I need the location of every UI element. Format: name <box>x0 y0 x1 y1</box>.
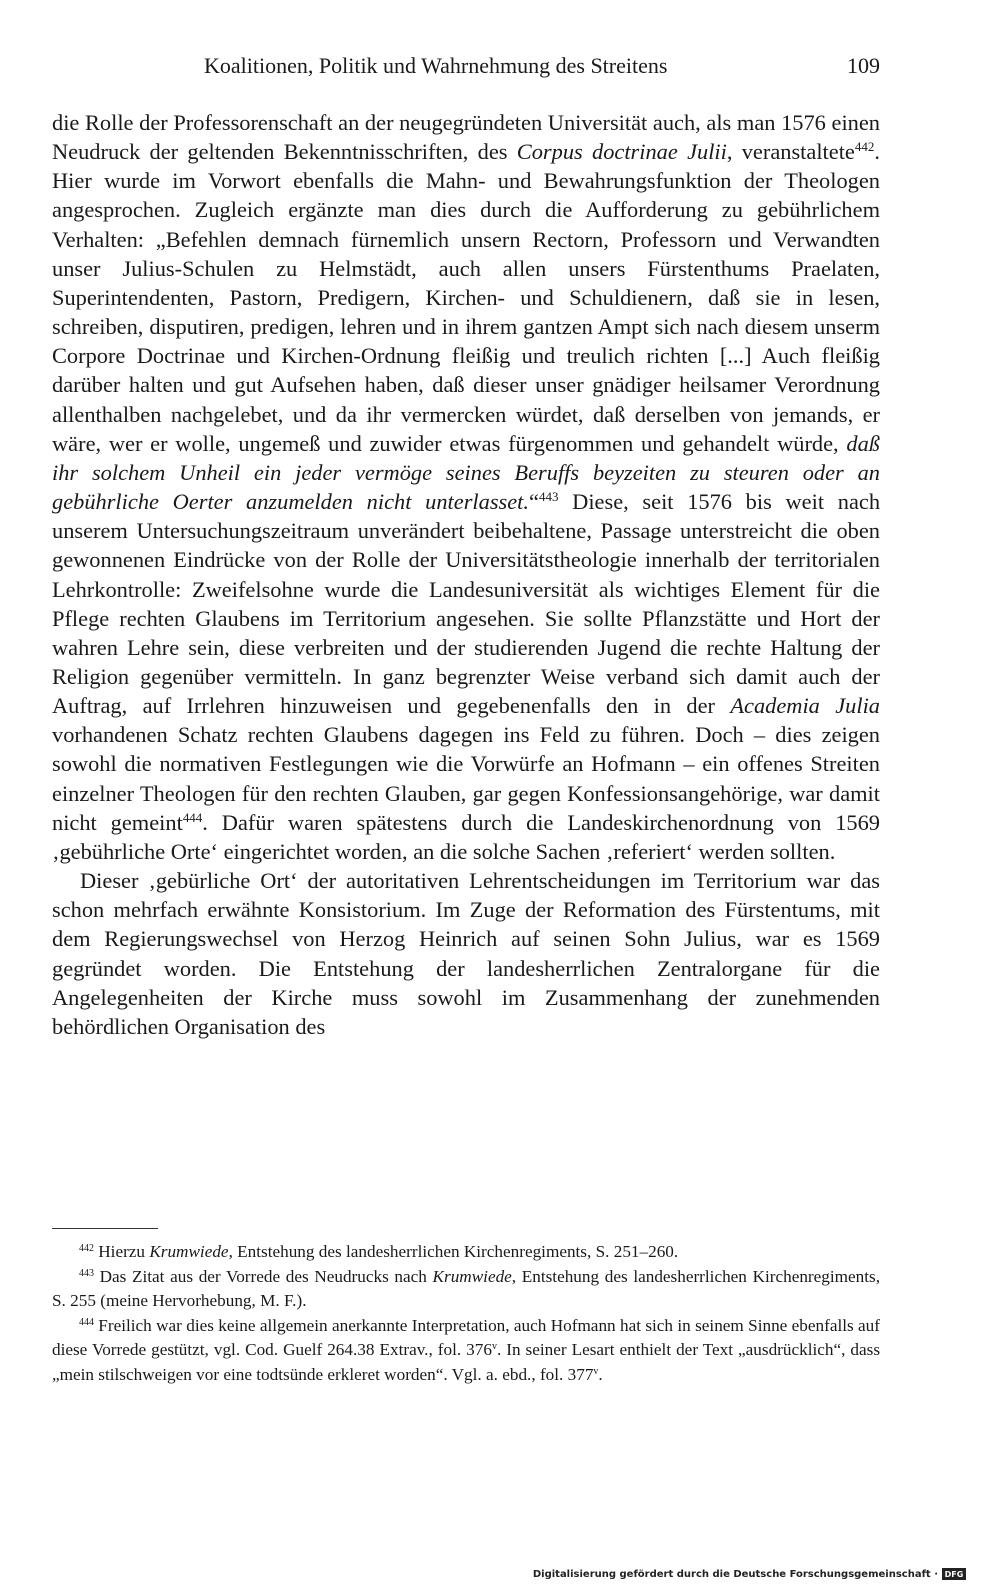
italic-academia-julia: Academia Julia <box>730 693 880 719</box>
footnote-443 <box>52 1265 880 1314</box>
footnote-ref-444[interactable]: 444 <box>182 809 203 825</box>
italic-author: Krumwiede <box>149 1242 229 1261</box>
italic-title-corpus: Corpus doctrinae Julii <box>516 139 727 165</box>
italic-emphasis-quote: daß ihr solchem Unheil ein jeder vermöge seines Beruffs beyzeiten zu steuren oder an gebührliche Oerter anzumelden nicht unterlasset. <box>52 430 880 515</box>
credit-text: Digitalisierung gefördert durch die Deutsche Forschungsgemeinschaft · <box>532 1568 938 1580</box>
text-run: vorhandenen Schatz rechten Glaubens dagegen ins Feld zu führen. Doch – dies zeigen sowohl die normativen Festlegungen wie die Vorwürfe an Hofmann – ein offenes Streiten einzelner Theologen für den rechten Glauben, gar gegen Konfessionsangehörige, war damit nicht gemeint <box>52 722 880 835</box>
text-run: . In seiner Lesart enthielt der Text „ausdrücklich“, dass „mein stilschweigen vor eine todtsünde erkleret worden“. Vgl. a. ebd., fol. 377 <box>52 1340 881 1384</box>
running-head <box>52 48 880 84</box>
text-run: Diese, seit 1576 bis weit nach unserem Untersuchungszeitraum unverändert beibehaltene, Passage unterstreicht die oben gewonnenen Eindrücke von der Rolle der Universitätstheologie innerhalb der territorialen Lehrkontrolle: Zweifelsohne wurde die Landesuniversität als wichtiges Element für die Pflege rechten Glaubens im Territorium angesehen. Sie sollte Pflanzstätte und Hort der wahren Lehre sein, diese verbreiten und der studierenden Jugend die rechte Haltung der Religion gegenüber vermitteln. In ganz begrenzter Weise verband sich damit auch der Auftrag, auf Irrlehren hinzuweisen und gegebenenfalls den in der <box>52 489 881 719</box>
text-run: Das Zitat aus der Vorrede des Neudrucks nach <box>93 1266 433 1286</box>
dfg-logo-text: DFG <box>944 1570 964 1580</box>
body-text <box>52 108 880 1041</box>
text-run: . <box>598 1364 603 1384</box>
page-number: 109 <box>847 53 880 78</box>
text-run: , Entstehung des landesherrlichen Kirchenregiments, S. 251–260. <box>228 1242 679 1261</box>
text-run: die Rolle der Professorenschaft an der neugegründeten Universität auch, als man 1576 einen Neudruck der geltenden Bekenntnisschriften, des <box>52 110 880 165</box>
running-title: Koalitionen, Politik und Wahrnehmung des Streitens <box>204 53 668 78</box>
text-run: Freilich war dies keine allgemein anerkannte Interpretation, auch Hofmann hat sich in seinem Sinne ebenfalls auf diese Vorrede gestützt, vgl. Cod. Guelf 264.38 Extrav., fol. 376 <box>52 1315 880 1360</box>
footnote-divider <box>52 1228 158 1229</box>
text-run: Hierzu <box>93 1242 150 1261</box>
footnote-number: 443 <box>79 1267 94 1279</box>
digitization-credit <box>533 1566 966 1582</box>
footnote-number: 444 <box>79 1316 94 1328</box>
footnote-444 <box>52 1314 880 1388</box>
footnotes <box>52 1240 880 1388</box>
text-run: . Hier wurde im Vorwort ebenfalls die Mahn- und Bewahrungsfunktion der Theologen angesprochen. Zugleich ergänzte man dies durch die Aufforderung zu gebührlichem Verhalten: „Befehlen demnach fürnemlich unsern Rectorn, Professorn und Verwandten unser Julius-Schulen zu Helmstädt, auch allen unsers Fürstenthums Praelaten, Superintendenten, Pastorn, Predigern, Kirchen- und Schuldienern, daß sie in lesen, schreiben, disputiren, predigen, lehren und in ihrem gantzen Ampt sich nach diesem unserm Corpore Doctrinae und Kirchen-Ordnung fleißig und treulich richten [...] Auch fleißig darüber halten und gut Aufsehen haben, daß dieser unser gnädiger heilsamer Verordnung allenthalben nachgelebet, und da ihr vermercken würdet, daß derselben von jemands, er wäre, wer er wolle, ungemeß und zuwider etwas fürgenommen und gehandelt würde, <box>52 139 880 456</box>
paragraph-2: Dieser ‚gebürliche Ort‘ der autoritativen Lehrentscheidungen im Territorium war das schon mehrfach erwähnte Konsistorium. Im Zuge der Reformation des Fürstentums, mit dem Regierungswechsel von Herzog Heinrich auf seinen Sohn Julius, war es 1569 gegründet worden. Die Entstehung der landesherrlichen Zentralorgane für die Angelegenheiten der Kirche muss sowohl im Zusammenhang der zunehmenden behördlichen Organisation des <box>52 868 880 1039</box>
italic-author: Krumwiede <box>432 1266 512 1286</box>
closing-quote: “ <box>529 489 539 515</box>
footnote-ref-442[interactable]: 442 <box>854 139 875 155</box>
folio-verso-mark: v <box>593 1365 599 1377</box>
text-run: . Dafür waren spätestens durch die Landeskirchenordnung von 1569 ‚gebührliche Orte‘ eingerichtet worden, an die solche Sachen ‚referiert‘ werden sollten. <box>52 809 880 864</box>
text-run: , veranstaltete <box>726 139 855 165</box>
dfg-logo-icon <box>942 1568 966 1580</box>
footnote-number: 442 <box>79 1242 94 1254</box>
paragraph-1 <box>52 108 880 866</box>
footnote-ref-443[interactable]: 443 <box>538 488 559 504</box>
folio-verso-mark: v <box>491 1341 497 1353</box>
text-run: , Entstehung des landesherrlichen Kirchenregiments, S. 255 (meine Hervorhebung, M. F.). <box>52 1266 880 1311</box>
footnote-442 <box>52 1240 880 1265</box>
